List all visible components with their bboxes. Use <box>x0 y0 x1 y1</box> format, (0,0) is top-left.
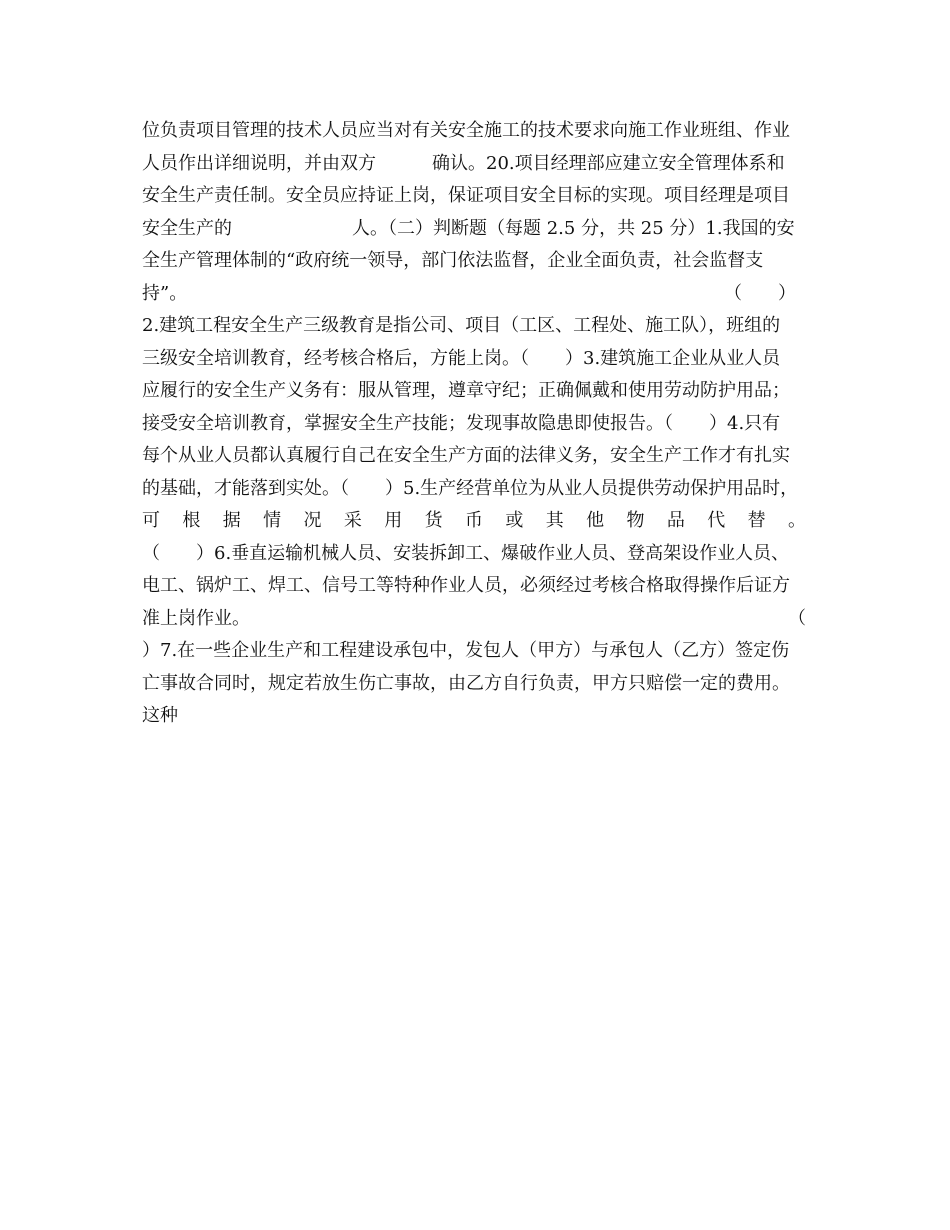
text-line-8: 三级安全培训教育，经考核合格后，方能上岗。（ ）3.建筑施工企业从业人员 <box>142 347 781 369</box>
text-line-9: 应履行的安全生产义务有：服从管理，遵章守纪；正确佩戴和使用劳动防护用品； <box>142 380 790 401</box>
char: 币 <box>465 510 483 531</box>
text-line-19: 这种 <box>142 705 178 726</box>
text-segment: 持”。 <box>142 282 188 304</box>
text-line-18: 亡事故合同时，规定若放生伤亡事故，由乙方自行负责，甲方只赔偿一定的费用。 <box>142 672 790 694</box>
char: 代 <box>707 510 726 531</box>
text-line-3: 安全生产责任制。安全员应持证上岗，保证项目安全目标的实现。项目经理是项目 <box>142 185 790 206</box>
text-segment: 准上岗作业。 <box>142 607 250 629</box>
text-line-13-justified <box>142 505 806 538</box>
char: 其 <box>545 510 564 531</box>
text-line-2 <box>142 148 806 181</box>
answer-parenthesis-open: （ <box>788 607 806 629</box>
char: 情 <box>263 510 282 531</box>
char: 。 <box>788 510 806 531</box>
text-line-6 <box>142 278 806 311</box>
text-line-14: （ ）6.垂直运输机械人员、安装拆卸工、爆破作业人员、登高架设作业人员、 <box>142 542 790 564</box>
text-segment: 安全生产的 <box>142 217 232 239</box>
answer-parentheses: （ ） <box>724 282 796 304</box>
char: 况 <box>303 510 322 531</box>
text-line-1: 位负责项目管理的技术人员应当对有关安全施工的技术要求向施工作业班组、作业 <box>142 120 790 141</box>
char: 采 <box>343 510 362 531</box>
text-line-16 <box>142 603 806 636</box>
char: 物 <box>626 510 645 531</box>
char: 他 <box>586 510 605 531</box>
text-line-17: ）7.在一些企业生产和工程建设承包中，发包人（甲方）与承包人（乙方）签定伤 <box>142 640 790 661</box>
text-segment: 人。（二）判断题（每题 2.5 分，共 25 分）1.我国的安 <box>352 217 795 239</box>
text-line-7: 2.建筑工程安全生产三级教育是指公司、项目（工区、工程处、施工队），班组的 <box>142 315 781 336</box>
text-line-10: 接受安全培训教育，掌握安全生产技能；发现事故隐患即使报告。（ ）4.只有 <box>142 412 781 434</box>
body-text <box>142 115 806 733</box>
char: 据 <box>222 510 241 531</box>
text-segment: 人员作出详细说明，并由双方 <box>142 152 376 174</box>
char: 或 <box>505 510 524 531</box>
text-line-5: 全生产管理体制的“政府统一领导，部门依法监督，企业全面负责，社会监督支 <box>142 250 764 271</box>
text-line-11: 每个从业人员都认真履行自己在安全生产方面的法律义务，安全生产工作才有扎实 <box>142 445 790 466</box>
char: 品 <box>666 510 685 531</box>
text-line-4 <box>142 213 806 246</box>
text-line-12: 的基础，才能落到实处。（ ）5.生产经营单位为从业人员提供劳动保护用品时， <box>142 477 799 499</box>
text-segment: 确认。20.项目经理部应建立安全管理体系和 <box>432 152 785 174</box>
char: 替 <box>747 510 766 531</box>
char: 货 <box>424 510 443 531</box>
char: 可 <box>142 510 160 531</box>
text-line-15: 电工、锅炉工、焊工、信号工等特种作业人员，必须经过考核合格取得操作后证方 <box>142 575 790 596</box>
char: 根 <box>182 510 201 531</box>
char: 用 <box>384 510 403 531</box>
